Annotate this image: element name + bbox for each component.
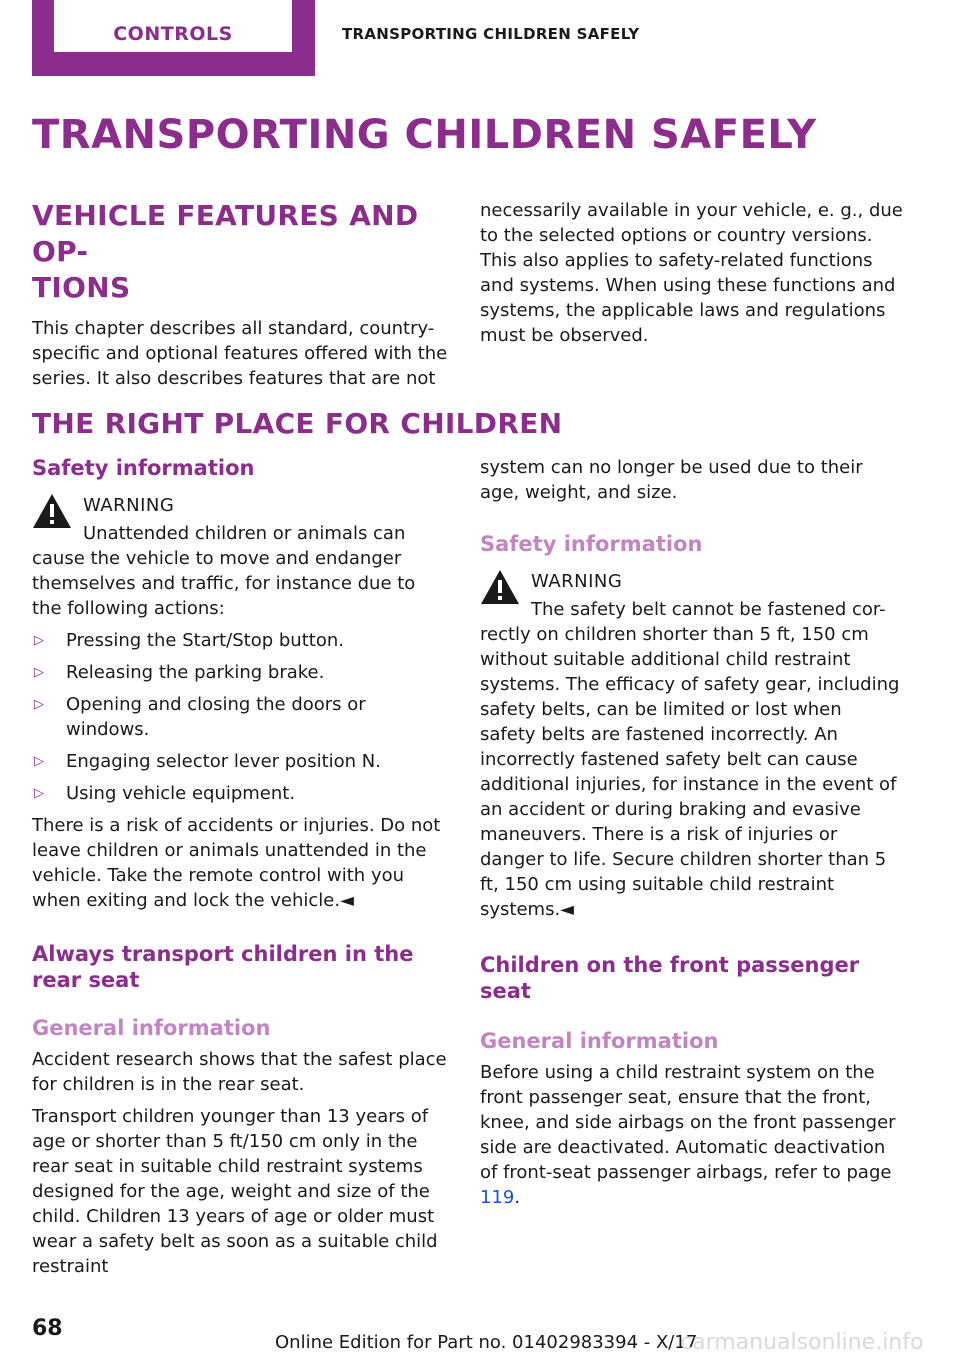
triangle-bullet-icon: ▷	[34, 754, 44, 769]
warning-text-2: rectly on children shorter than 5 ft, 150 cm without suitable additional child restraint systems. The efficacy of safety gear, including safety belts, can be limited or lost when safety belts are fastened incorrectly. An incorrectly fastened safety belt can cause additional injuries, for instance in the event of an accident or during braking and evasive maneuvers. There is a risk of injuries or danger to life. Secure children shorter than 5 ft, 150 cm using suitable child restraint systems.◄	[480, 624, 900, 920]
rear-seat-text-1: Accident research shows that the safest place for children is in the rear seat.	[32, 1049, 447, 1095]
warning-text-1: cause the vehicle to move and endanger themselves and traffic, for instance due to the following actions:	[32, 548, 416, 619]
list-item	[32, 781, 450, 806]
triangle-bullet-icon: ▷	[34, 665, 44, 680]
warning-block-1	[32, 491, 450, 621]
warning-triangle-icon	[480, 569, 520, 605]
vehicle-heading-line1: VEHICLE FEATURES AND OP-	[32, 199, 419, 268]
header-chapter-title: TRANSPORTING CHILDREN SAFELY	[342, 25, 640, 43]
warning-triangle-icon	[32, 493, 72, 529]
warning-label-1: WARNING	[83, 495, 175, 516]
front-seat-end: .	[514, 1187, 521, 1208]
watermark: carmanualsonline.info	[680, 1330, 924, 1355]
rear-seat-text-2-cont: system can no longer be used due to their age, weight, and size.	[480, 457, 863, 503]
vehicle-features-right	[480, 198, 905, 355]
warning-block-2	[480, 567, 900, 922]
list-item-text: Using vehicle equipment.	[66, 783, 296, 804]
page-number: 68	[32, 1316, 63, 1341]
general-info-heading-2: General information	[480, 1029, 719, 1053]
footer-edition: Online Edition for Part no. 01402983394 - X/17	[275, 1332, 698, 1353]
safety-info-heading-1: Safety information	[32, 456, 255, 480]
warning-label-2: WARNING	[531, 571, 623, 592]
rear-seat-heading: Always transport children in the rear seat	[32, 942, 414, 992]
list-item-text: Engaging selector lever position N.	[66, 751, 381, 772]
right-place-heading: THE RIGHT PLACE FOR CHILDREN	[32, 407, 563, 440]
front-seat-body: Before using a child restraint system on the front passenger seat, ensure that the front, knee, and side airbags on the front passenger side are deactivated. Automatic deactivation of front-seat passenger airbags, refer to page	[480, 1062, 896, 1183]
page-title: TRANSPORTING CHILDREN SAFELY	[32, 112, 817, 158]
left-column	[32, 455, 450, 1286]
list-item-text: Pressing the Start/Stop button.	[66, 630, 344, 651]
vehicle-heading-line2: TIONS	[32, 271, 131, 304]
page-ref-link[interactable]: 119	[480, 1187, 515, 1208]
list-item	[32, 692, 450, 742]
list-item	[32, 628, 450, 653]
rear-seat-text-2: Transport children younger than 13 years of age or shorter than 5 ft/150 cm only in the rear seat in suitable child restraint systems designed for the age, weight and size of the child. Children 13 years of age or older must wear a safety belt as soon as a suitable child restraint	[32, 1106, 438, 1277]
safety-info-heading-2: Safety information	[480, 532, 703, 556]
triangle-bullet-icon: ▷	[34, 697, 44, 712]
front-seat-text	[480, 1060, 900, 1210]
right-column	[480, 455, 900, 1217]
triangle-bullet-icon: ▷	[34, 633, 44, 648]
warning-first-line-2: The safety belt cannot be fastened cor-	[531, 599, 886, 620]
list-item-text: Opening and closing the doors or windows.	[66, 694, 366, 740]
warning-conclusion-1: There is a risk of accidents or injuries. Do not leave children or animals unattended in the vehicle. Take the remote control with you when exiting and lock the vehicle.◄	[32, 815, 441, 911]
header-section-tab[interactable]: CONTROLS	[54, 0, 292, 52]
vehicle-features-left	[32, 198, 452, 398]
general-info-heading-1: General information	[32, 1016, 271, 1040]
warning-first-line-1: Unattended children or animals can	[83, 523, 406, 544]
list-item	[32, 749, 450, 774]
vehicle-features-heading	[32, 198, 452, 306]
vehicle-features-text-left: This chapter describes all standard, country-specific and optional features offered with the series. It also describes features that are not	[32, 318, 448, 389]
triangle-bullet-icon: ▷	[34, 786, 44, 801]
list-item-text: Releasing the parking brake.	[66, 662, 325, 683]
vehicle-features-text-right: necessarily available in your vehicle, e. g., due to the selected options or country versions. This also applies to safety-related functions and systems. When using these functions and systems, the applicable laws and regulations must be observed.	[480, 200, 903, 346]
action-list	[32, 628, 450, 806]
list-item	[32, 660, 450, 685]
front-seat-heading: Children on the front passenger seat	[480, 953, 860, 1003]
